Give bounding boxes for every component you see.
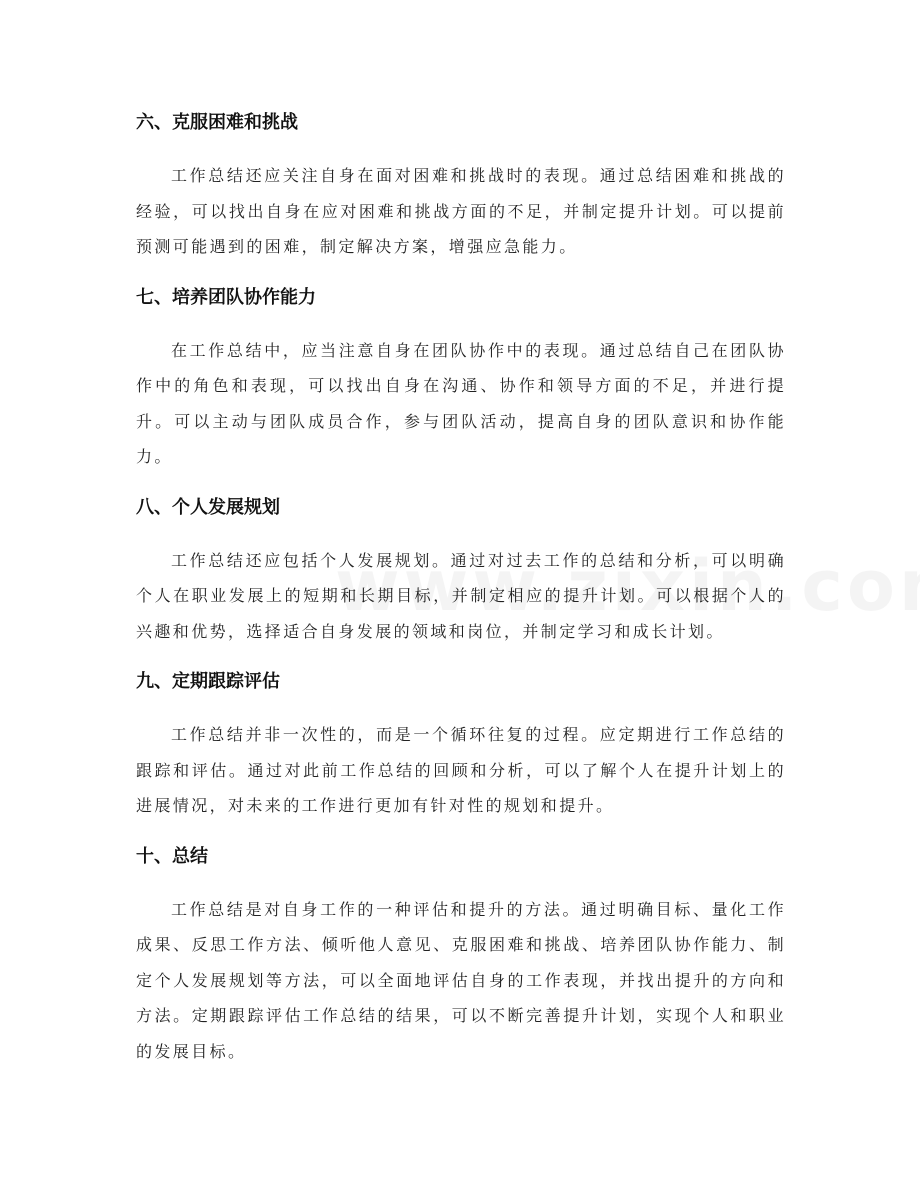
section-heading: 八、个人发展规划 [136, 496, 280, 518]
section-7 [136, 283, 786, 475]
section-6 [136, 108, 786, 265]
section-paragraph: 工作总结并非一次性的，而是一个循环往复的过程。应定期进行工作总结的跟踪和评估。通过对此前工作总结的回顾和分析，可以了解个人在提升计划上的进展情况，对未来的工作进行更加有针对性的规划和提升。 [136, 725, 786, 815]
section-heading: 七、培养团队协作能力 [136, 286, 316, 308]
document-content [136, 108, 786, 1087]
section-paragraph: 工作总结还应关注自身在面对困难和挑战时的表现。通过总结困难和挑战的经验，可以找出自身在应对困难和挑战方面的不足，并制定提升计划。可以提前预测可能遇到的困难，制定解决方案，增强应急能力。 [136, 166, 786, 256]
section-paragraph: 工作总结是对自身工作的一种评估和提升的方法。通过明确目标、量化工作成果、反思工作方法、倾听他人意见、克服困难和挑战、培养团队协作能力、制定个人发展规划等方法，可以全面地评估自身的工作表现，并找出提升的方向和方法。定期跟踪评估工作总结的结果，可以不断完善提升计划，实现个人和职业的发展目标。 [136, 899, 786, 1061]
section-heading: 九、定期跟踪评估 [136, 671, 280, 692]
section-8 [136, 493, 786, 650]
section-paragraph: 工作总结还应包括个人发展规划。通过对过去工作的总结和分析，可以明确个人在职业发展上的短期和长期目标，并制定相应的提升计划。可以根据个人的兴趣和优势，选择适合自身发展的领域和岗位，并制定学习和成长计划。 [136, 550, 786, 641]
section-paragraph: 在工作总结中，应当注意自身在团队协作中的表现。通过总结自己在团队协作中的角色和表现，可以找出自身在沟通、协作和领导方面的不足，并进行提升。可以主动与团队成员合作，参与团队活动，提高自身的团队意识和协作能力。 [136, 340, 786, 466]
section-9 [136, 667, 786, 824]
section-heading: 十、总结 [136, 845, 208, 867]
section-heading: 六、克服困难和挑战 [136, 112, 298, 133]
section-10 [136, 842, 786, 1070]
